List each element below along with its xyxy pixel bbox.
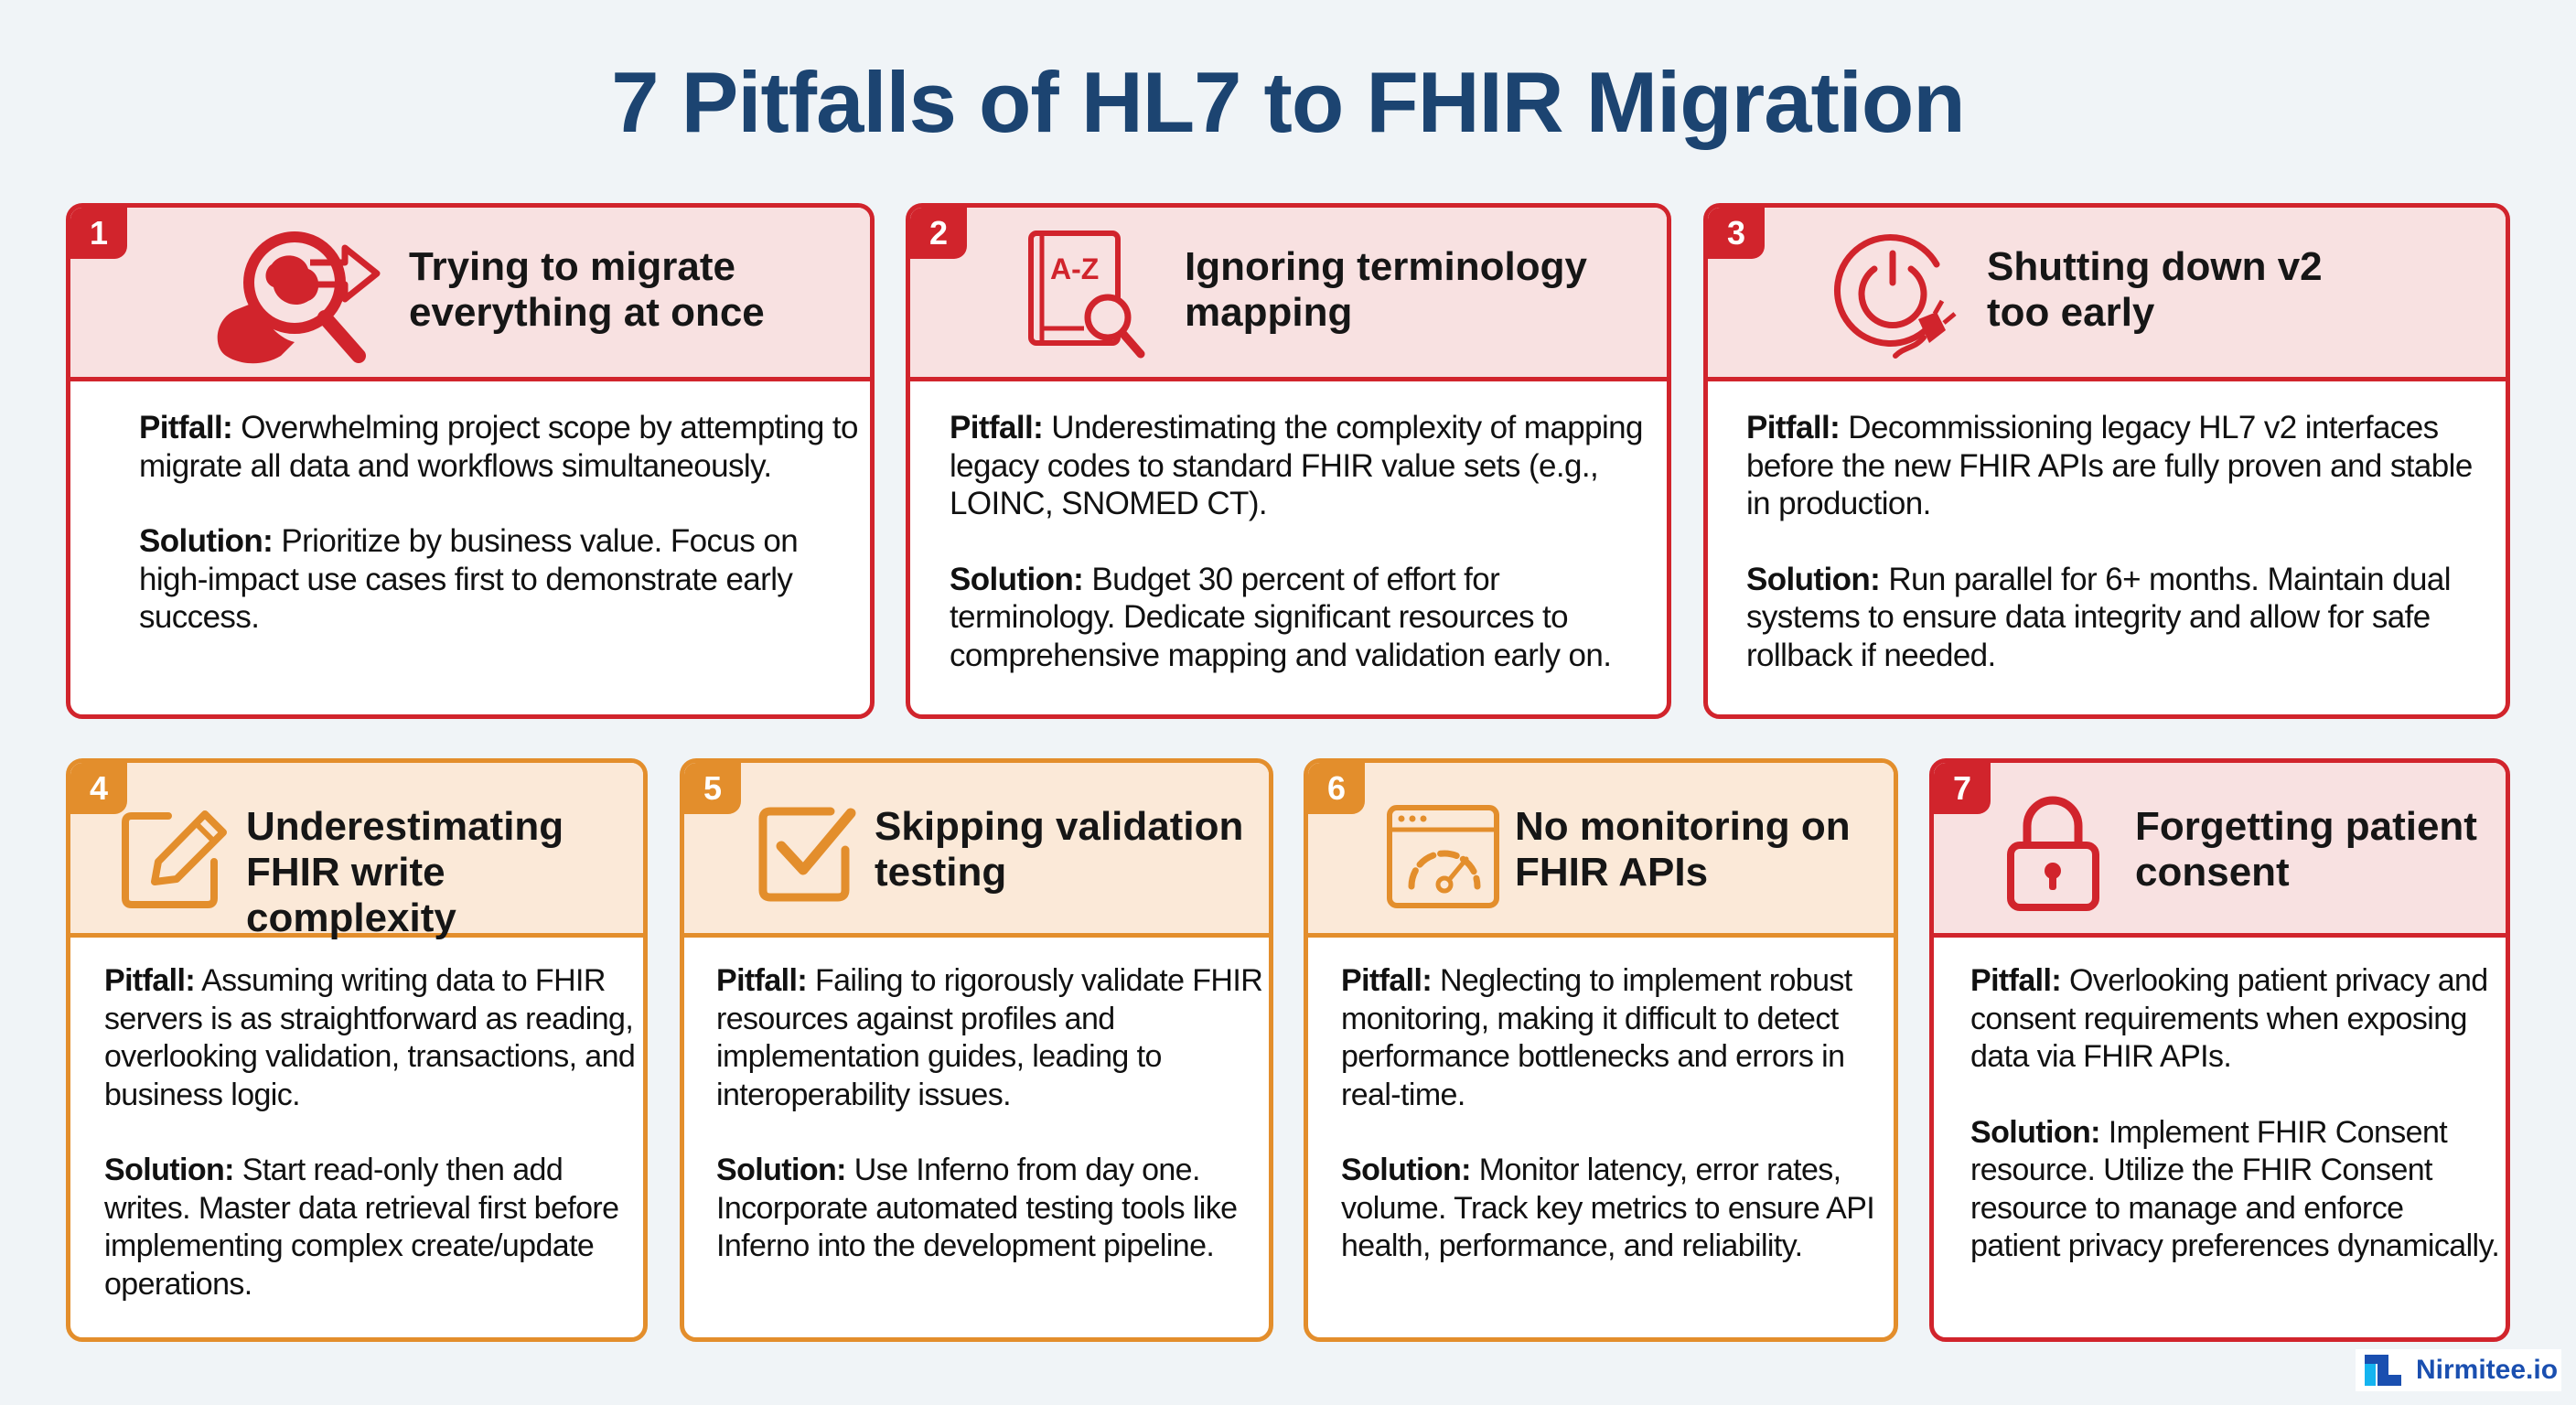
solution-text	[139, 522, 862, 637]
card-body	[1341, 962, 1898, 1266]
page-title: 7 Pitfalls of HL7 to FHIR Migration	[611, 54, 1965, 150]
number-badge: 4	[70, 763, 127, 814]
pitfall-card-4	[66, 758, 648, 1342]
solution-text	[1746, 561, 2496, 675]
pitfall-description: Neglecting to implement robust monitoring, making it difficult to detect performance bottlenecks and errors in real-time.	[1341, 963, 1852, 1112]
pitfall-label: Pitfall:	[716, 963, 808, 998]
solution-text	[1341, 1152, 1898, 1266]
card-heading	[246, 804, 643, 941]
heading-line-2: FHIR write complexity	[246, 850, 456, 940]
pitfall-label: Pitfall:	[104, 963, 196, 998]
number-badge: 5	[684, 763, 741, 814]
solution-label: Solution:	[104, 1153, 234, 1187]
card-body	[716, 962, 1265, 1266]
number-badge: 7	[1934, 763, 1991, 814]
solution-text	[1970, 1114, 2501, 1266]
pitfall-card-6	[1304, 758, 1898, 1342]
heading-line-1: Skipping validation	[875, 804, 1244, 849]
solution-description: Budget 30 percent of effort for terminology. Dedicate significant resources to comprehensive mapping and validation early on.	[950, 561, 1612, 673]
magnifier-arrow-icon	[208, 219, 391, 370]
pitfall-text	[1970, 962, 2501, 1077]
card-body	[1746, 409, 2496, 674]
solution-label: Solution:	[950, 561, 1084, 597]
pitfall-text	[716, 962, 1265, 1114]
card-header	[1934, 763, 2506, 938]
svg-text:A-Z: A-Z	[1050, 252, 1100, 285]
pitfall-text	[104, 962, 644, 1114]
checkbox-check-icon	[757, 804, 858, 905]
pitfall-label: Pitfall:	[950, 410, 1044, 445]
number-badge: 3	[1708, 208, 1765, 259]
card-header	[684, 763, 1269, 938]
pitfall-description: Assuming writing data to FHIR servers is as straightforward as reading, overlooking validation, transactions, and business logic.	[104, 963, 636, 1112]
pitfall-card-3	[1703, 203, 2510, 719]
nirmitee-logo-icon	[2365, 1355, 2401, 1386]
card-header	[70, 763, 643, 938]
card-header	[70, 208, 870, 381]
heading-line-1: Shutting down v2	[1987, 244, 2323, 289]
card-body	[1970, 962, 2501, 1266]
solution-label: Solution:	[1746, 561, 1881, 597]
card-heading	[1185, 244, 1587, 336]
card-body	[950, 409, 1663, 674]
card-header	[1708, 208, 2506, 381]
pitfall-label: Pitfall:	[1341, 963, 1433, 998]
heading-line-1: Trying to migrate	[409, 244, 735, 289]
solution-description: Implement FHIR Consent resource. Utilize the FHIR Consent resource to manage and enforce patient privacy preferences dynamically.	[1970, 1114, 2500, 1263]
solution-label: Solution:	[1970, 1114, 2100, 1150]
solution-description: Use Inferno from day one. Incorporate automated testing tools like Inferno into the development pipeline.	[716, 1153, 1238, 1263]
solution-text	[950, 561, 1663, 675]
number-badge: 1	[70, 208, 127, 259]
solution-description: Prioritize by business value. Focus on high-impact use cases first to demonstrate early success.	[139, 523, 799, 635]
heading-line-1: No monitoring on	[1515, 804, 1851, 849]
heading-line-2: too early	[1987, 290, 2155, 335]
solution-label: Solution:	[139, 523, 274, 559]
pitfall-text	[1746, 409, 2496, 523]
pitfall-description: Underestimating the complexity of mapping legacy codes to standard FHIR value sets (e.g., LOINC, SNOMED CT).	[950, 410, 1643, 521]
pitfall-card-1	[66, 203, 875, 719]
card-body	[139, 409, 862, 637]
card-body	[104, 962, 644, 1303]
pitfall-text	[139, 409, 862, 485]
solution-label: Solution:	[716, 1153, 846, 1187]
pitfall-label: Pitfall:	[1746, 410, 1841, 445]
heading-line-2: testing	[875, 850, 1007, 895]
pitfall-text	[950, 409, 1663, 523]
heading-line-2: everything at once	[409, 290, 765, 335]
solution-description: Run parallel for 6+ months. Maintain dual systems to ensure data integrity and allow for safe rollback if needed.	[1746, 561, 2451, 673]
edit-pencil-icon	[118, 798, 232, 912]
card-heading	[875, 804, 1243, 896]
heading-line-1: Underestimating	[246, 804, 564, 849]
number-badge: 6	[1308, 763, 1365, 814]
pitfall-label: Pitfall:	[1970, 963, 2062, 998]
brand-logo[interactable]	[2356, 1349, 2561, 1391]
heading-line-1: Forgetting patient	[2135, 804, 2477, 849]
pitfall-description: Overlooking patient privacy and consent requirements when exposing data via FHIR APIs.	[1970, 963, 2488, 1074]
pitfall-card-7	[1929, 758, 2510, 1342]
power-unplug-icon	[1827, 228, 1964, 365]
pitfall-card-5	[680, 758, 1273, 1342]
solution-description: Monitor latency, error rates, volume. Track key metrics to ensure API health, performance, and reliability.	[1341, 1153, 1875, 1263]
solution-text	[104, 1152, 644, 1303]
card-heading	[1515, 804, 1851, 896]
padlock-icon	[2005, 795, 2101, 914]
pitfall-card-2	[906, 203, 1671, 719]
solution-text	[716, 1152, 1265, 1266]
card-heading	[1987, 244, 2323, 336]
card-header	[1308, 763, 1894, 938]
heading-line-2: FHIR APIs	[1515, 850, 1709, 895]
pitfall-description: Failing to rigorously validate FHIR resources against profiles and implementation guides, leading to interoperability issues.	[716, 963, 1263, 1112]
browser-gauge-icon	[1386, 804, 1500, 909]
number-badge: 2	[910, 208, 967, 259]
card-header	[910, 208, 1667, 381]
heading-line-2: consent	[2135, 850, 2290, 895]
pitfall-description: Decommissioning legacy HL7 v2 interfaces before the new FHIR APIs are fully proven and stable in production.	[1746, 410, 2473, 521]
pitfall-label: Pitfall:	[139, 410, 233, 445]
a-z-book-search-icon	[1020, 228, 1153, 365]
card-heading	[409, 244, 765, 336]
pitfall-text	[1341, 962, 1898, 1114]
card-heading	[2135, 804, 2477, 896]
heading-line-2: mapping	[1185, 290, 1353, 335]
pitfall-description: Overwhelming project scope by attempting to migrate all data and workflows simultaneously.	[139, 410, 858, 484]
solution-description: Start read-only then add writes. Master data retrieval first before implementing complex create/update operations.	[104, 1153, 619, 1302]
heading-line-1: Ignoring terminology	[1185, 244, 1587, 289]
brand-name: Nirmitee.io	[2416, 1355, 2559, 1385]
solution-label: Solution:	[1341, 1153, 1471, 1187]
